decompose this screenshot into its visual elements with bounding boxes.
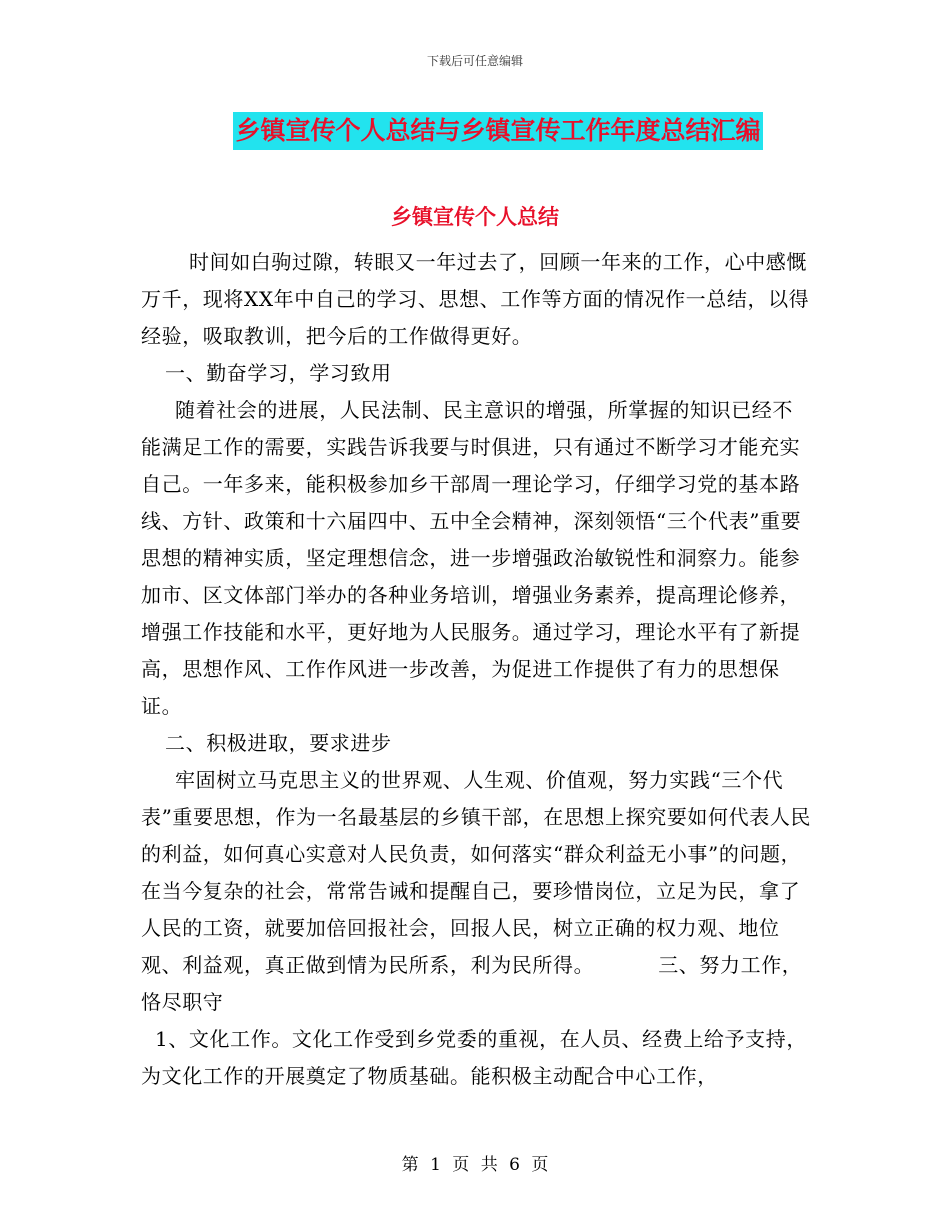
heading-study: 一、勤奋学习，学习致用 (165, 361, 392, 385)
doc-title: 乡镇宣传个人总结与乡镇宣传工作年度总结汇编 (233, 112, 762, 150)
page-footer: 第 1 页 共 6 页 (401, 1155, 549, 1175)
section-title: 乡镇宣传个人总结 (391, 205, 559, 229)
paragraph-culture: 1、文化工作。文化工作受到乡党委的重视，在人员、经费上给予支持，为文化工作的开展奠定了物质基础。能积极主动配合中心工作， (141, 1027, 807, 1088)
heading-progress: 二、积极进取，要求进步 (165, 731, 392, 755)
paragraph-intro: 时间如白驹过隙，转眼又一年过去了，回顾一年来的工作，心中感慨万千，现将XX年中自己的学习、思想、工作等方面的情况作一总结，以得经验，吸取教训，把今后的工作做得更好。 (141, 250, 810, 348)
paragraph-progress (141, 762, 813, 1021)
heading-work: 三、努力工作，恪尽职守 (141, 953, 803, 1014)
paragraph-study: 随着社会的进展，人民法制、民主意识的增强，所掌握的知识已经不能满足工作的需要，实践告诉我要与时俱进，只有通过不断学习才能充实自己。一年多来，能积极参加乡干部周一理论学习，仔细学习党的基本路线、方针、政策和十六届四中、五中全会精神，深刻领悟“三个代表”重要思想的精神实质，坚定理想信念，进一步增强政治敏锐性和洞察力。能参加市、区文体部门举办的各种业务培训，增强业务素养，提高理论修养，增强工作技能和水平，更好地为人民服务。通过学习，理论水平有了新提高，思想作风、工作作风进一步改善，为促进工作提供了有力的思想保证。 (141, 398, 802, 718)
paragraph-progress-text: 牢固树立马克思主义的世界观、人生观、价值观，努力实践“三个代表”重要思想，作为一名最基层的乡镇干部，在思想上探究要如何代表人民的利益，如何真心实意对人民负责，如何落实“群众利益无小事”的问题，在当今复杂的社会，常常告诫和提醒自己，要珍惜岗位，立足为民，拿了人民的工资，就要加倍回报社会，回报人民，树立正确的权力观、地位观、利益观，真正做到情为民所系，利为民所得。 (141, 768, 812, 977)
doc-title-wrap (0, 112, 950, 150)
header-note: 下载后可任意编辑 (426, 54, 523, 68)
body-text (141, 244, 813, 1095)
